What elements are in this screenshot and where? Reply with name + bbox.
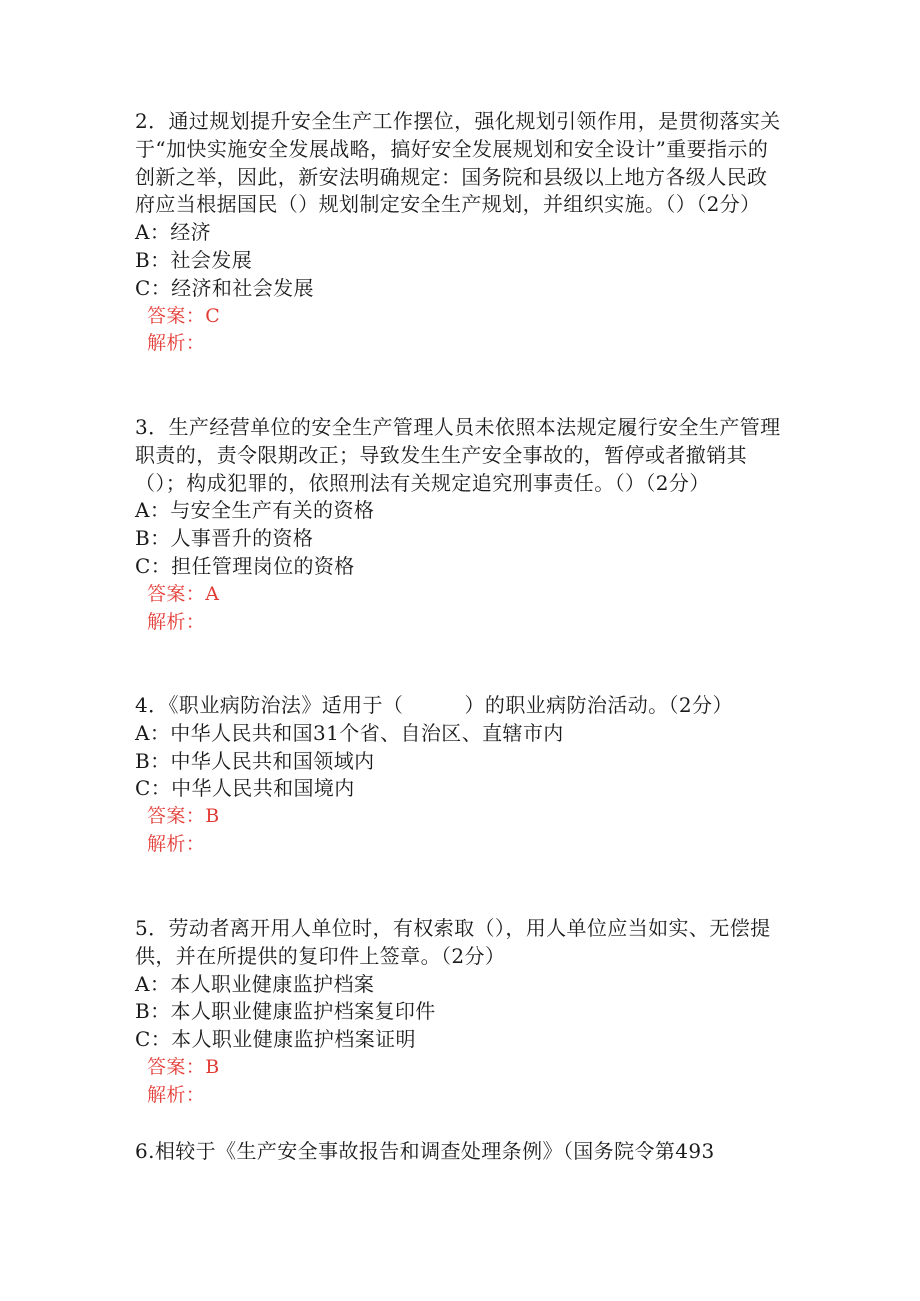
question-stem: 4．《职业病防治法》适用于（ ）的职业病防治活动。（2分） bbox=[135, 693, 733, 717]
option-c: C：担任管理岗位的资格 bbox=[135, 553, 355, 578]
question-stem: 5．劳动者离开用人单位时，有权索取（），用人单位应当如实、无偿提供，并在所提供的复印件上签章。（2分） bbox=[135, 916, 771, 968]
analysis-line: 解析： bbox=[147, 332, 206, 355]
question-stem: 3．生产经营单位的安全生产管理人员未依照本法规定履行安全生产管理职责的，责令限期改正；导致发生生产安全事故的，暂停或者撤销其（）；构成犯罪的，依照刑法有关规定追究刑事责任。（）（2分） bbox=[135, 415, 781, 495]
analysis-line: 解析： bbox=[147, 1083, 206, 1106]
question-5 bbox=[135, 915, 785, 1110]
question-2 bbox=[135, 108, 785, 358]
option-c: C：经济和社会发展 bbox=[135, 275, 314, 300]
option-a: A：本人职业健康监护档案 bbox=[135, 971, 375, 996]
option-a: A：经济 bbox=[135, 220, 212, 245]
answer-line: 答案：B bbox=[147, 1055, 220, 1078]
option-c: C：本人职业健康监护档案证明 bbox=[135, 1027, 416, 1052]
option-b: B：本人职业健康监护档案复印件 bbox=[135, 999, 436, 1024]
question-stem: 2．通过规划提升安全生产工作摆位，强化规划引领作用，是贯彻落实关于“加快实施安全发展战略，搞好安全发展规划和安全设计”重要指示的创新之举，因此，新安法明确规定：国务院和县级以上地方各级人民政府应当根据国民（）规划制定安全生产规划，并组织实施。（）（2分） bbox=[135, 109, 781, 217]
option-a: A：与安全生产有关的资格 bbox=[135, 498, 375, 523]
option-c: C：中华人民共和国境内 bbox=[135, 776, 355, 801]
answer-line: 答案：A bbox=[147, 582, 220, 605]
option-b: B：中华人民共和国领域内 bbox=[135, 748, 375, 773]
analysis-line: 解析： bbox=[147, 610, 206, 633]
answer-line: 答案：B bbox=[147, 805, 220, 828]
option-b: B：人事晋升的资格 bbox=[135, 526, 314, 551]
option-b: B：社会发展 bbox=[135, 247, 253, 272]
answer-line: 答案：C bbox=[147, 304, 221, 327]
option-a: A：中华人民共和国31个省、自治区、直辖市内 bbox=[135, 720, 564, 745]
question-4 bbox=[135, 692, 785, 859]
analysis-line: 解析： bbox=[147, 832, 206, 855]
question-6 bbox=[135, 1138, 785, 1166]
question-stem: 6.相较于《生产安全事故报告和调查处理条例》（国务院令第493 bbox=[135, 1139, 715, 1163]
question-3 bbox=[135, 414, 785, 636]
